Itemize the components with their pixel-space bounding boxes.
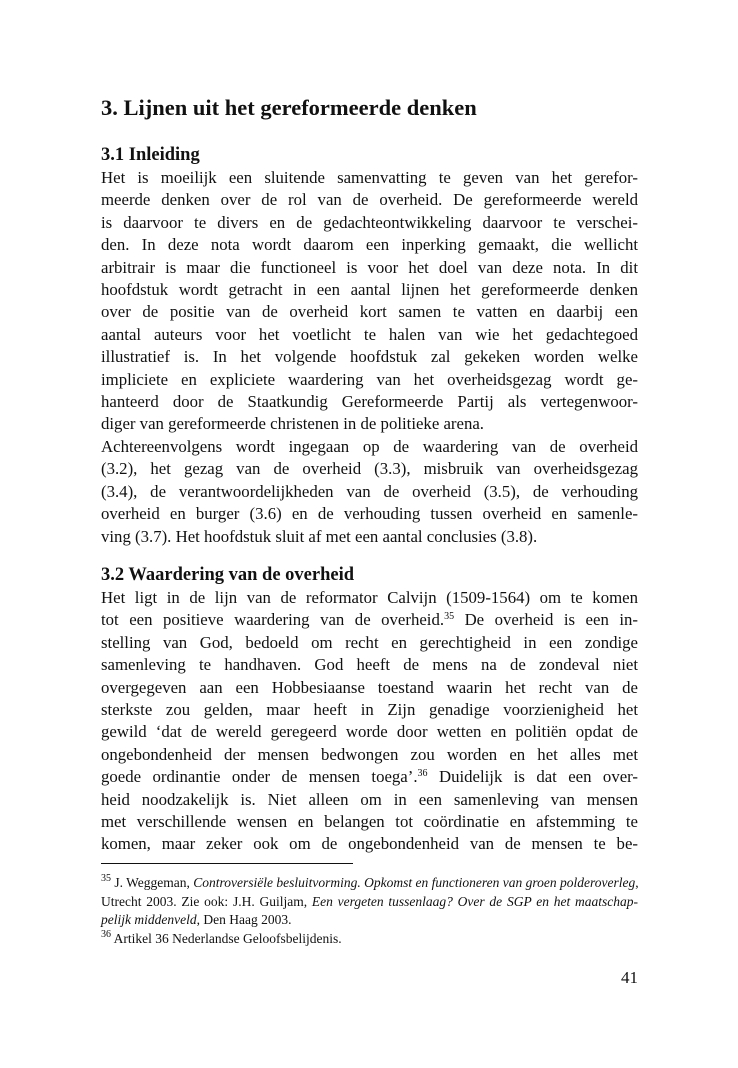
- section-heading-inleiding: 3.1 Inleiding: [101, 145, 200, 165]
- text-line: hoofdstuk wordt getracht in een aantal lijnen het gereformeerde denken: [101, 280, 638, 300]
- text-line: komen, maar zeker ook om de ongebondenheid van de mensen te be-: [101, 834, 638, 854]
- text-line: illustratief is. In het volgende hoofdstuk zal gekeken worden welke: [101, 347, 638, 367]
- text-line: sterkste zou gelden, maar heeft in Zijn genadige voorzienigheid het: [101, 699, 638, 719]
- text-line: samenleving te handhaven. God heeft de mens na de zondeval niet: [101, 655, 638, 675]
- text-line: met verschillende wensen en belangen tot coördinatie en afstemming te: [101, 811, 638, 831]
- footnote-35-line: [101, 874, 638, 893]
- text-line: (3.4), de verantwoordelijkheden van de overheid (3.5), de verhouding: [101, 481, 638, 501]
- text-line: arbitrair is maar die functioneel is voor het doel van deze nota. In dit: [101, 257, 638, 277]
- footnote-title: Een vergeten tussenlaag? Over de SGP en het maatschap-: [311, 893, 638, 909]
- text-line: heid noodzakelijk is. Niet alleen om in een samenleving van mensen: [101, 789, 638, 809]
- text-line: over de positie van de overheid kort samen te vatten en daarbij een: [101, 302, 638, 322]
- page-number: 41: [621, 968, 638, 987]
- footnote-text: ,: [635, 875, 639, 890]
- text-line: meerde denken over de rol van de overheid. De gereformeerde wereld: [101, 190, 638, 210]
- text-line: hanteerd door de Staatkundig Gereformeerde Partij als vertegenwoor-: [101, 392, 638, 412]
- text-fragment: goede ordinantie onder de mensen toega’.: [101, 767, 418, 787]
- text-fragment: tot een positieve waardering van de overheid.: [101, 610, 445, 630]
- text-line: is daarvoor te divers en de gedachteontwikkeling daarvoor te verschei-: [101, 212, 638, 232]
- footnote-35-line: [101, 911, 638, 930]
- text-line: Het ligt in de lijn van de reformator Calvijn (1509-1564) om te komen: [101, 587, 638, 607]
- text-line: impliciete en expliciete waardering van het overheidsgezag wordt ge-: [101, 369, 638, 389]
- text-line: overheid en burger (3.6) en de verhouding tussen overheid en samenle-: [101, 504, 638, 524]
- paragraph-waardering: [101, 587, 638, 856]
- text-line: Het is moeilijk een sluitende samenvatting te geven van het gerefor-: [101, 168, 638, 187]
- text-line: aantal auteurs voor het voetlicht te halen van wie het gedachtegoed: [101, 324, 638, 344]
- text-fragment: Duidelijk is dat een over-: [427, 767, 638, 787]
- text-line: Achtereenvolgens wordt ingegaan op de waardering van de overheid: [101, 436, 638, 456]
- main-content: [101, 94, 638, 856]
- footnote-36-line: [101, 930, 638, 949]
- footnote-divider: [101, 863, 353, 864]
- text-line: overgegeven aan een Hobbesiaanse toestand waarin het recht van de: [101, 677, 638, 697]
- footnote-number: 35: [101, 873, 111, 884]
- section-heading-waardering: 3.2 Waardering van de overheid: [101, 564, 355, 585]
- footnote-ref-35[interactable]: 35: [444, 611, 455, 623]
- footnote-text: , Den Haag 2003.: [196, 912, 292, 927]
- footnote-text: Utrecht 2003. Zie ook: J.H. Guiljam,: [101, 893, 312, 909]
- footnote-title: pelijk middenveld: [101, 912, 197, 927]
- footnote-number: 36: [101, 928, 111, 940]
- chapter-title: 3. Lijnen uit het gereformeerde denken: [101, 95, 477, 120]
- text-fragment: De overheid is een in-: [454, 610, 638, 630]
- text-line: [101, 766, 638, 788]
- footnote-text: Artikel 36 Nederlandse Geloofsbelijdenis.: [111, 930, 342, 946]
- footnote-text: J. Weggeman,: [111, 875, 194, 890]
- text-line: (3.2), het gezag van de overheid (3.3), misbruik van overheidsgezag: [101, 459, 638, 479]
- footnote-ref-36[interactable]: 36: [417, 768, 428, 780]
- text-line: gewild ‘dat de wereld geregeerd worde door wetten en politiën opdat de: [101, 722, 638, 742]
- footnote-title: Controversiële besluitvorming. Opkomst en functioneren van groen polderoverleg: [193, 875, 636, 890]
- footnote-35-line: [101, 893, 638, 912]
- paragraph-inleiding-2: [101, 436, 638, 548]
- text-line: ongebondenheid der mensen bedwongen zou worden en het alles met: [101, 744, 638, 764]
- paragraph-inleiding-1: [101, 167, 638, 436]
- text-line: [101, 609, 638, 631]
- text-line: den. In deze nota wordt daarom een inperking gemaakt, die wellicht: [101, 235, 638, 255]
- text-line: diger van gereformeerde christenen in de politieke arena.: [101, 414, 484, 434]
- text-line: stelling van God, bedoeld om recht en gerechtigheid in een zondige: [101, 632, 638, 652]
- footnotes: [101, 874, 638, 948]
- text-line: ving (3.7). Het hoofdstuk sluit af met een aantal conclusies (3.8).: [101, 526, 538, 546]
